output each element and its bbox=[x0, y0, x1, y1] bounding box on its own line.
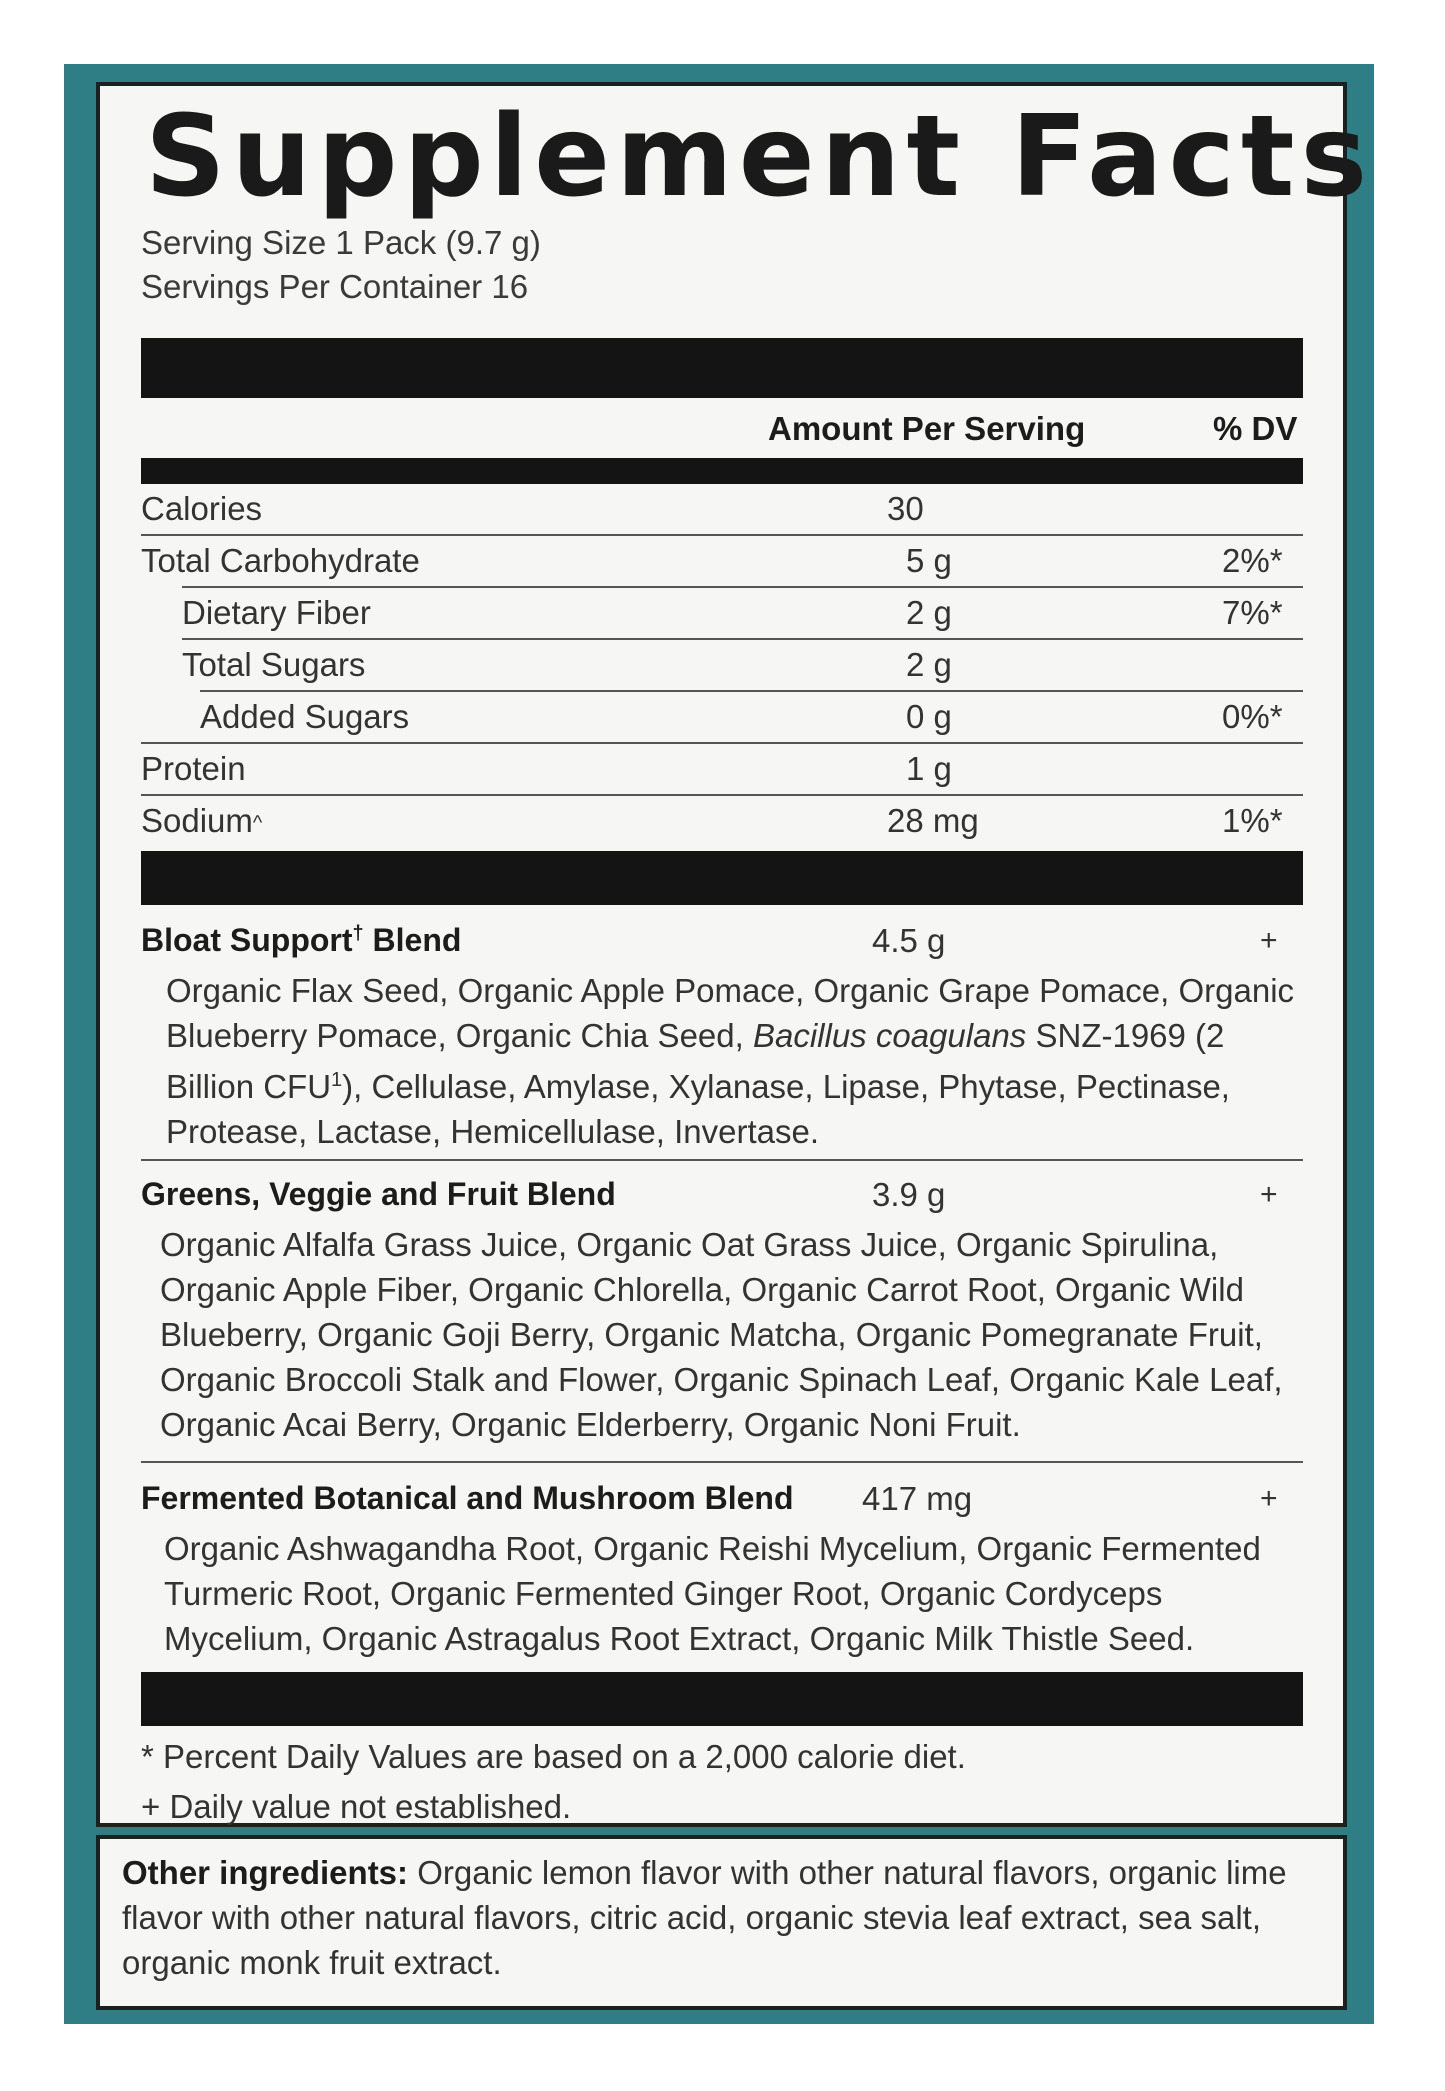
blend-dv: + bbox=[1260, 1482, 1278, 1515]
nutrient-name: Sodium^ bbox=[141, 802, 263, 839]
amount-per-serving-header: Amount Per Serving bbox=[768, 410, 1086, 447]
blend-dv: + bbox=[1260, 1178, 1278, 1211]
blend-amount: 3.9 g bbox=[872, 1176, 946, 1213]
other-ingredients: Other ingredients: Organic lemon flavor with other natural flavors, organic lime flavor with other natural flavors, citric acid, organic stevia leaf extract, sea salt, organic monk fruit extract. bbox=[122, 1854, 1287, 1981]
nutrient-name: Total Carbohydrate bbox=[141, 542, 420, 579]
nutrient-mark: ^ bbox=[252, 811, 263, 834]
nutrient-name: Dietary Fiber bbox=[182, 594, 371, 631]
nutrient-dv: 0%* bbox=[1222, 698, 1283, 735]
nutrient-dv: 2%* bbox=[1222, 542, 1283, 579]
row-divider bbox=[182, 638, 1303, 640]
nutrient-amount: 5 g bbox=[906, 542, 952, 579]
row-divider bbox=[141, 742, 1303, 744]
blend-amount: 4.5 g bbox=[872, 922, 946, 959]
blend-amount: 417 mg bbox=[862, 1480, 973, 1517]
panel-title: Supplement Facts bbox=[145, 92, 1374, 222]
nutrient-amount: 1 g bbox=[906, 750, 952, 787]
blend-title-greens: Greens, Veggie and Fruit Blend bbox=[141, 1176, 616, 1212]
nutrient-dv: 7%* bbox=[1222, 594, 1283, 631]
nutrient-amount: 28 mg bbox=[887, 802, 979, 839]
thick-divider bbox=[141, 338, 1303, 398]
row-divider bbox=[141, 1461, 1303, 1463]
nutrient-dv: 1%* bbox=[1222, 802, 1283, 839]
nutrient-name: Added Sugars bbox=[200, 698, 410, 735]
servings-per-container: Servings Per Container 16 bbox=[141, 268, 529, 305]
thick-divider bbox=[141, 1672, 1303, 1726]
medium-divider bbox=[141, 458, 1303, 484]
nutrient-amount: 2 g bbox=[906, 594, 952, 631]
nutrient-amount: 30 bbox=[887, 490, 924, 527]
blend-ingredients: Organic Flax Seed, Organic Apple Pomace, Organic Grape Pomace, Organic Blueberry Pomace, Organic Chia Seed, Bacillus coagulans SNZ-1969 (2 Billion CFU$^1$), Cellulase, Amylase, Xylanase, Lipase, Phytase, Pectinase, Protease, Lactase, Hemicellulase, Invertase. bbox=[166, 972, 1295, 1150]
nutrient-amount: 0 g bbox=[906, 698, 952, 735]
row-divider bbox=[141, 794, 1303, 796]
nutrient-amount: 2 g bbox=[906, 646, 952, 683]
nutrient-name: Calories bbox=[141, 490, 263, 527]
row-divider bbox=[200, 690, 1303, 692]
blend-dv: + bbox=[1260, 924, 1278, 957]
blend-title-fermented: Fermented Botanical and Mushroom Blend bbox=[141, 1480, 794, 1516]
blend-title-bloat-support: Bloat Support† Blend bbox=[141, 922, 462, 958]
footnote-dv: * Percent Daily Values are based on a 2,000 calorie diet. bbox=[141, 1738, 966, 1775]
row-divider bbox=[182, 586, 1303, 588]
blend-ingredients: Organic Ashwagandha Root, Organic Reishi Mycelium, Organic Fermented Turmeric Root, Organic Fermented Ginger Root, Organic Cordyceps Mycelium, Organic Astragalus Root Extract, Organic Milk Thistle Seed. bbox=[164, 1530, 1261, 1657]
row-divider bbox=[141, 1159, 1303, 1161]
serving-size: Serving Size 1 Pack (9.7 g) bbox=[141, 224, 541, 261]
footnote-plus: + Daily value not established. bbox=[141, 1788, 572, 1825]
nutrient-name: Protein bbox=[141, 750, 246, 787]
nutrient-name: Total Sugars bbox=[182, 646, 366, 683]
blend-ingredients: Organic Alfalfa Grass Juice, Organic Oat Grass Juice, Organic Spirulina, Organic Apple Fiber, Organic Chlorella, Organic Carrot Root, Organic Wild Blueberry, Organic Goji Berry, Organic Matcha, Organic Pomegranate Fruit, Organic Broccoli Stalk and Flower, Organic Spinach Leaf, Organic Kale Leaf, Organic Acai Berry, Organic Elderberry, Organic Noni Fruit. bbox=[160, 1226, 1283, 1443]
row-divider bbox=[141, 534, 1303, 536]
dv-header: % DV bbox=[1213, 410, 1298, 447]
thick-divider bbox=[141, 851, 1303, 905]
